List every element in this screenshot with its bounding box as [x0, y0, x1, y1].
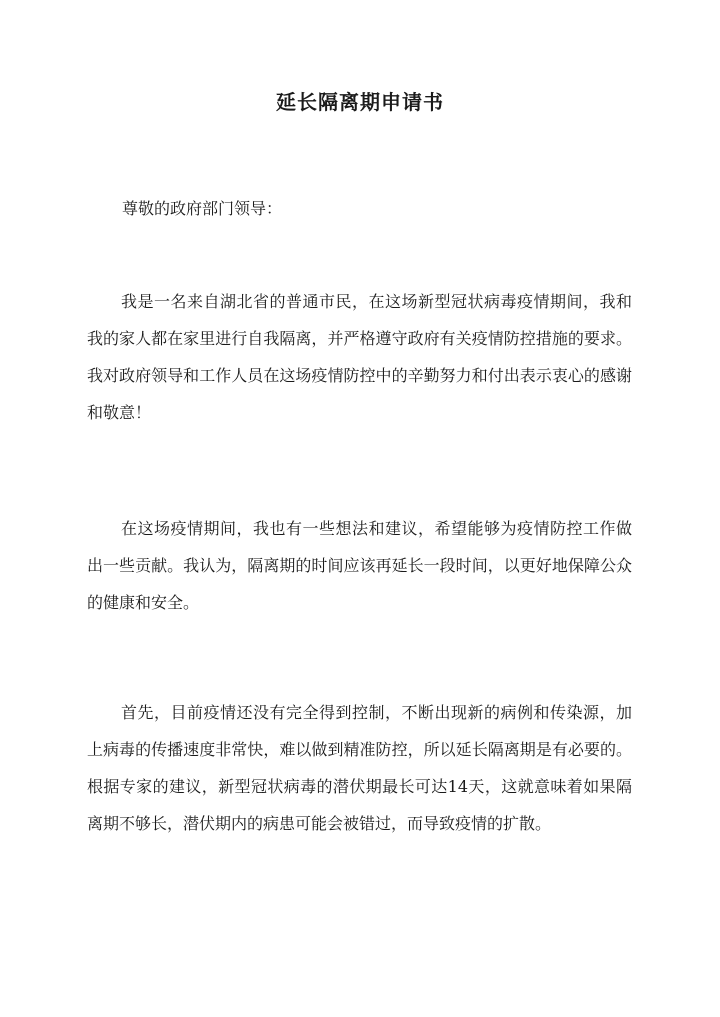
paragraph-3: 首先，目前疫情还没有完全得到控制，不断出现新的病例和传染源，加上病毒的传播速度非常快，难以做到精准防控，所以延长隔离期是有必要的。根据专家的建议，新型冠状病毒的潜伏期最长可达14天，这就意味着如果隔离期不够长，潜伏期内的病患可能会被错过，而导致疫情的扩散。	[87, 703, 632, 833]
document-title: 延长隔离期申请书	[276, 90, 444, 114]
salutation: 尊敬的政府部门领导：	[122, 199, 283, 218]
paragraph-2: 在这场疫情期间，我也有一些想法和建议，希望能够为疫情防控工作做出一些贡献。我认为，隔离期的时间应该再延长一段时间，以更好地保障公众的健康和安全。	[87, 519, 632, 612]
paragraph-1: 我是一名来自湖北省的普通市民，在这场新型冠状病毒疫情期间，我和我的家人都在家里进行自我隔离，并严格遵守政府有关疫情防控措施的要求。我对政府领导和工作人员在这场疫情防控中的辛勤努力和付出表示衷心的感谢和敬意！	[87, 292, 632, 422]
